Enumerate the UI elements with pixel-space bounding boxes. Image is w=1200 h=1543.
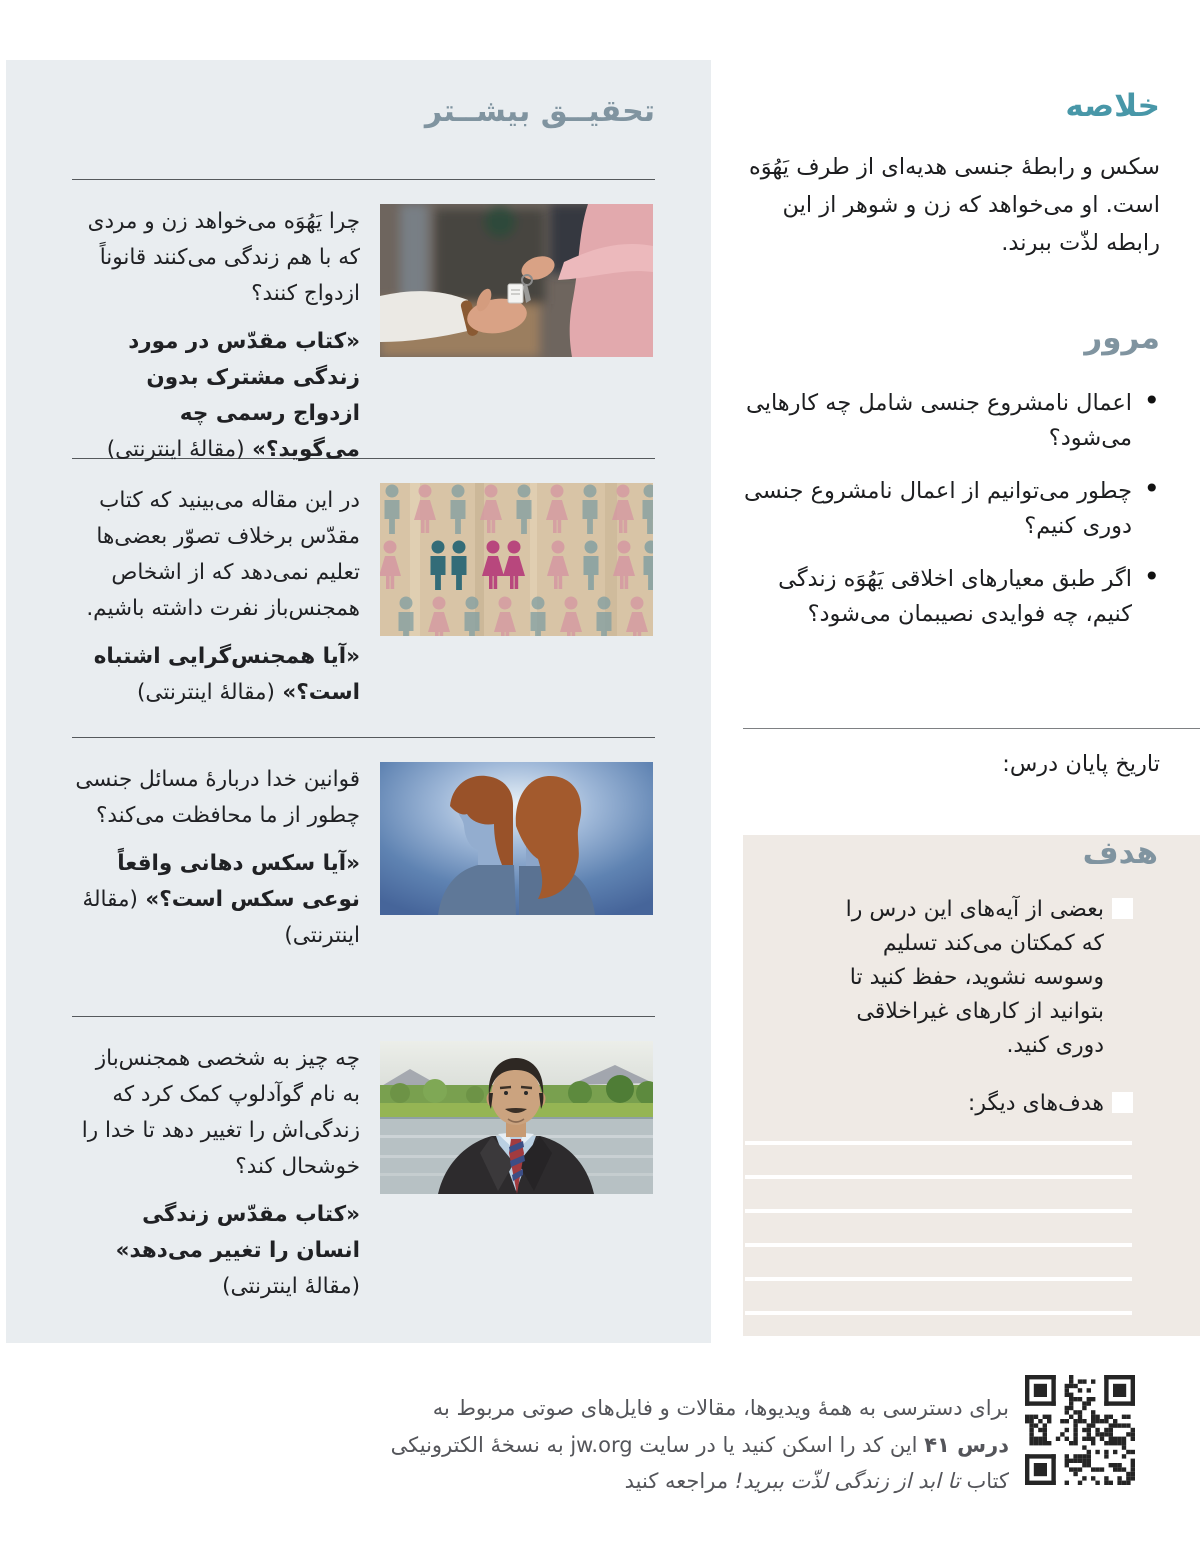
goal-item-other	[743, 1087, 1133, 1121]
research-item-text	[72, 1041, 360, 1305]
research-item-4	[6, 1017, 711, 1299]
goal-checkbox[interactable]	[1112, 1092, 1133, 1113]
summary-column	[743, 60, 1200, 1336]
research-heading: تحقیــق بیشــتر	[424, 94, 655, 129]
review-list	[743, 386, 1160, 632]
article-title: «کتاب مقدّس زندگی انسان را تغییر می‌دهد»	[115, 1202, 360, 1263]
article-title: «کتاب مقدّس در مورد زندگی مشترک بدون ازدواج رسمی چه می‌گوید؟»	[128, 329, 360, 462]
writing-line[interactable]	[745, 1277, 1132, 1281]
research-panel	[6, 60, 711, 1343]
review-heading: مرور	[1084, 320, 1160, 356]
article-title: «آیا همجنس‌گرایی اشتباه است؟»	[93, 644, 360, 705]
research-question: در این مقاله می‌بینید که کتاب مقدّس برخلاف تصوّر بعضی‌ها تعلیم نمی‌دهد که از اشخاص همجنس‌باز نفرت داشته باشیم.	[86, 488, 360, 621]
writing-line[interactable]	[745, 1141, 1132, 1145]
article-title: «آیا سکس دهانی واقعاً نوعی سکس است؟»	[117, 851, 360, 912]
footer-line-2: درس ۴۱ این کد را اسکن کنید یا در سایت jw.org به نسخهٔ الکترونیکی	[390, 1432, 1009, 1457]
lesson-end-date-label: تاریخ پایان درس:	[1002, 751, 1160, 777]
article-type: (مقالهٔ اینترنتی)	[137, 680, 275, 705]
research-item-1	[6, 180, 711, 462]
key-handover-photo	[380, 204, 653, 357]
summary-heading: خلاصه	[1065, 88, 1160, 124]
goal-box	[743, 835, 1200, 1336]
article-type: (مقالهٔ اینترنتی)	[106, 437, 245, 462]
qr-code-icon	[1025, 1375, 1135, 1485]
article-reference	[72, 324, 360, 468]
back-to-back-couple-illustration	[380, 762, 653, 915]
footer	[70, 1372, 1135, 1500]
writing-line[interactable]	[745, 1243, 1132, 1247]
divider	[743, 728, 1200, 729]
writing-lines	[743, 1141, 1200, 1315]
footer-text	[70, 1390, 1009, 1500]
goal-item-text: بعضی از آیه‌های این درس را که کمکتان می‌کند تسلیم وسوسه نشوید، حفظ کنید تا بتوانید از کارهای غیراخلاقی دوری کنید.	[845, 897, 1104, 1058]
research-question: قوانین خدا دربارهٔ مسائل جنسی چطور از ما محافظت می‌کند؟	[75, 767, 360, 828]
writing-line[interactable]	[745, 1209, 1132, 1213]
article-type: (مقالهٔ اینترنتی)	[82, 887, 360, 948]
goal-item-memorize	[743, 893, 1133, 1063]
research-item-3	[6, 738, 711, 1016]
writing-line[interactable]	[745, 1175, 1132, 1179]
footer-line-3: کتاب تا ابد از زندگی لذّت ببرید! مراجعه کنید	[624, 1469, 1009, 1493]
research-item-text	[72, 483, 360, 711]
research-item-text	[72, 762, 360, 954]
review-question: • اگر طبق معیارهای اخلاقی یَهُوَه زندگی کنیم، چه فوایدی نصیبمان می‌شود؟	[743, 562, 1160, 632]
review-question: • اعمال نامشروع جنسی شامل چه کارهایی می‌شود؟	[743, 386, 1160, 456]
research-item-2	[6, 459, 711, 737]
man-portrait-photo	[380, 1041, 653, 1194]
research-question: چرا یَهُوَه می‌خواهد زن و مردی که با هم زندگی می‌کنند قانوناً ازدواج کنند؟	[87, 209, 360, 306]
pictogram-crowd-photo	[380, 483, 653, 636]
goal-checkbox[interactable]	[1112, 898, 1133, 919]
review-question: • چطور می‌توانیم از اعمال نامشروع جنسی دوری کنیم؟	[743, 474, 1160, 544]
goal-heading: هدف	[1082, 835, 1158, 871]
writing-line[interactable]	[745, 1311, 1132, 1315]
article-reference	[72, 639, 360, 711]
research-item-text	[72, 204, 360, 468]
footer-line-1: برای دسترسی به همهٔ ویدیوها، مقالات و فایل‌های صوتی مربوط به	[432, 1396, 1009, 1420]
article-type: (مقالهٔ اینترنتی)	[222, 1274, 360, 1299]
goal-item-text: هدف‌های دیگر:	[967, 1091, 1104, 1116]
summary-text: سکس و رابطهٔ جنسی هدیه‌ای از طرف یَهُوَه است. او می‌خواهد که زن و شوهر از این رابطه لذّت ببرند.	[749, 154, 1160, 256]
research-question: چه چیز به شخصی همجنس‌باز به نام گوآدلوپ کمک کرد که زندگی‌اش را تغییر دهد تا خدا را خوشحال کند؟	[81, 1046, 360, 1179]
article-reference	[72, 1197, 360, 1305]
article-reference	[72, 846, 360, 954]
lesson-number: درس ۴۱	[924, 1432, 1009, 1457]
book-title: تا ابد از زندگی لذّت ببرید!	[734, 1469, 960, 1493]
